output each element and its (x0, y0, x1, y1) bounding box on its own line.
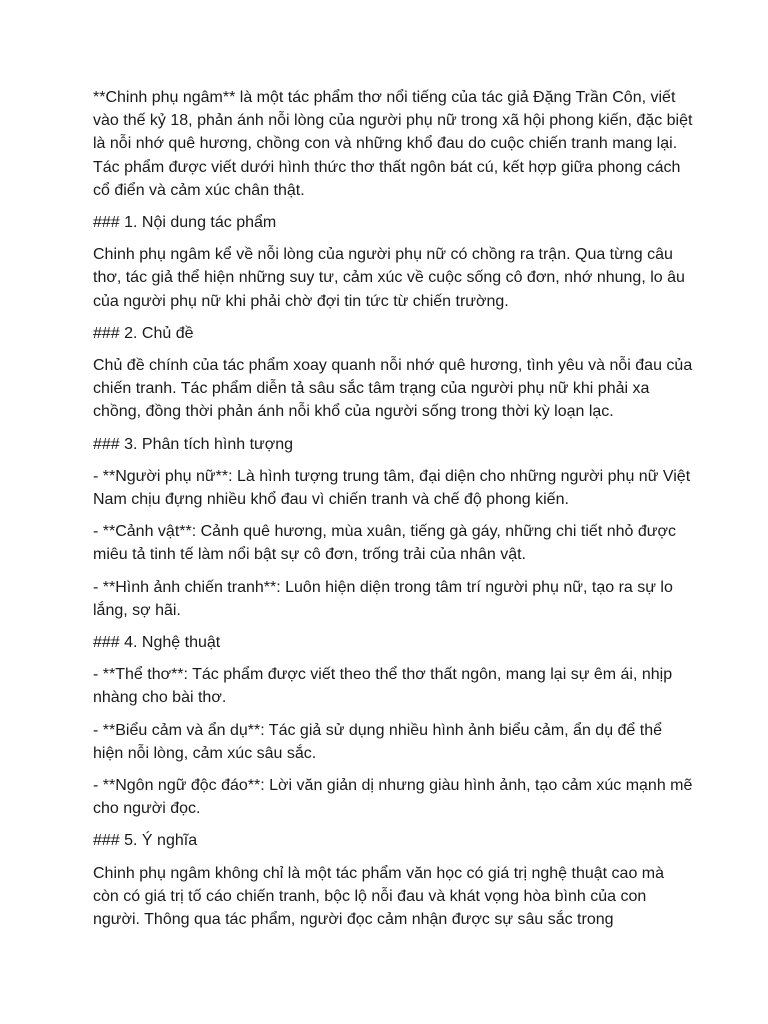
art-bullet-form: - **Thể thơ**: Tác phẩm được viết theo thể thơ thất ngôn, mang lại sự êm ái, nhịp nhàng cho bài thơ. (93, 666, 673, 707)
section-heading-theme: ### 2. Chủ đề (93, 324, 194, 342)
section-heading-art: ### 4. Nghệ thuật (93, 634, 221, 652)
section-heading-content: ### 1. Nội dung tác phẩm (93, 214, 277, 232)
imagery-bullet-war: - **Hình ảnh chiến tranh**: Luôn hiện diện trong tâm trí người phụ nữ, tạo ra sự lo lắng, sợ hãi. (93, 578, 673, 619)
imagery-bullet-scenery: - **Cảnh vật**: Cảnh quê hương, mùa xuân, tiếng gà gáy, những chi tiết nhỏ được miêu tả tinh tế làm nổi bật sự cô đơn, trống trải của nhân vật. (93, 523, 676, 564)
meaning-paragraph: Chinh phụ ngâm không chỉ là một tác phẩm văn học có giá trị nghệ thuật cao mà còn có giá trị tố cáo chiến tranh, bộc lộ nỗi đau và khát vọng hòa bình của con người. Thông qua tác phẩm, người đọc cảm nhận được sự sâu sắc trong (93, 864, 665, 929)
art-bullet-metaphor: - **Biểu cảm và ẩn dụ**: Tác giả sử dụng nhiều hình ảnh biểu cảm, ẩn dụ để thể hiện nỗi lòng, cảm xúc sâu sắc. (93, 721, 663, 762)
intro-paragraph: **Chinh phụ ngâm** là một tác phẩm thơ nổi tiếng của tác giả Đặng Trần Côn, viết vào thế kỷ 18, phản ánh nỗi lòng của người phụ nữ trong xã hội phong kiến, đặc biệt là nỗi nhớ quê hương, chồng con và những khổ đau do cuộc chiến tranh mang lại. Tác phẩm được viết dưới hình thức thơ thất ngôn bát cú, kết hợp giữa phong cách cổ điển và cảm xúc chân thật. (93, 89, 693, 199)
imagery-bullet-woman: - **Người phụ nữ**: Là hình tượng trung tâm, đại diện cho những người phụ nữ Việt Nam chịu đựng nhiều khổ đau vì chiến tranh và chế độ phong kiến. (93, 467, 691, 509)
art-bullet-language: - **Ngôn ngữ độc đáo**: Lời văn giản dị nhưng giàu hình ảnh, tạo cảm xúc mạnh mẽ cho người đọc. (93, 777, 693, 818)
content-paragraph: Chinh phụ ngâm kể về nỗi lòng của người phụ nữ có chồng ra trận. Qua từng câu thơ, tác giả thể hiện những suy tư, cảm xúc về cuộc sống cô đơn, nhớ nhung, lo âu của người phụ nữ khi phải chờ đợi tin tức từ chiến trường. (93, 246, 685, 310)
document-page (93, 86, 693, 940)
section-heading-meaning: ### 5. Ý nghĩa (93, 832, 198, 850)
theme-paragraph: Chủ đề chính của tác phẩm xoay quanh nỗi nhớ quê hương, tình yêu và nỗi đau của chiến tranh. Tác phẩm diễn tả sâu sắc tâm trạng của người phụ nữ khi phải xa chồng, đồng thời phản ánh nỗi khổ của người sống trong thời kỳ loạn lạc. (93, 357, 693, 421)
section-heading-imagery: ### 3. Phân tích hình tượng (93, 435, 294, 453)
